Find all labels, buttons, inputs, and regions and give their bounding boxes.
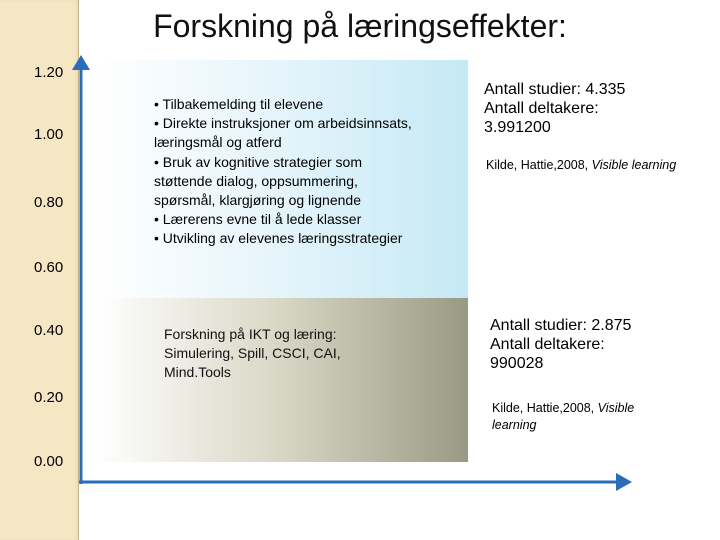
y-axis-arrowhead [72,55,90,70]
bullet-line: • Utvikling av elevenes læringsstrategier [154,230,403,247]
y-tick-label: 0.00 [34,453,64,470]
source-title: Visible learning [492,401,635,432]
bullet-line: • Tilbakemelding til elevene [154,96,324,112]
x-axis-arrowhead [616,473,632,491]
ikt-line: Forskning på IKT og læring: [164,326,337,342]
y-tick-label: 0.60 [34,259,64,276]
bullet-line: • Lærerens evne til å lede klasser [154,211,362,228]
y-tick-label: 1.20 [34,64,64,81]
source-prefix: Kilde, Hattie,2008, [492,401,595,415]
bullet-line: læringsmål og atferd [154,134,282,151]
y-tick-label: 0.20 [34,389,64,406]
slide-title: Forskning på læringseffekter: [153,8,567,44]
bullet-line: spørsmål, klargjøring og lignende [154,192,361,209]
bullet-line: • Direkte instruksjoner om arbeidsinnsats, [154,115,412,132]
ikt-line: Mind.Tools [164,364,231,380]
stats-line: Antall studier: 2.875 [490,317,632,334]
stats-line: Antall deltakere: [484,100,599,117]
stats-line: Antall deltakere: [490,336,605,353]
stats-line: 990028 [490,355,544,372]
y-tick-label: 1.00 [34,126,64,143]
source-prefix: Kilde, Hattie,2008, [486,158,589,172]
bullet-line: • Bruk av kognitive strategier som [154,153,362,170]
stats-line: 3.991200 [484,119,551,136]
stats-line: Antall studier: 4.335 [484,81,626,98]
bullet-line: støttende dialog, oppsummering, [154,172,358,189]
y-tick-label: 0.40 [34,322,64,339]
ikt-line: Simulering, Spill, CSCI, CAI, [164,345,341,361]
y-tick-label: 0.80 [34,194,64,211]
source-title: Visible learning [591,158,677,172]
